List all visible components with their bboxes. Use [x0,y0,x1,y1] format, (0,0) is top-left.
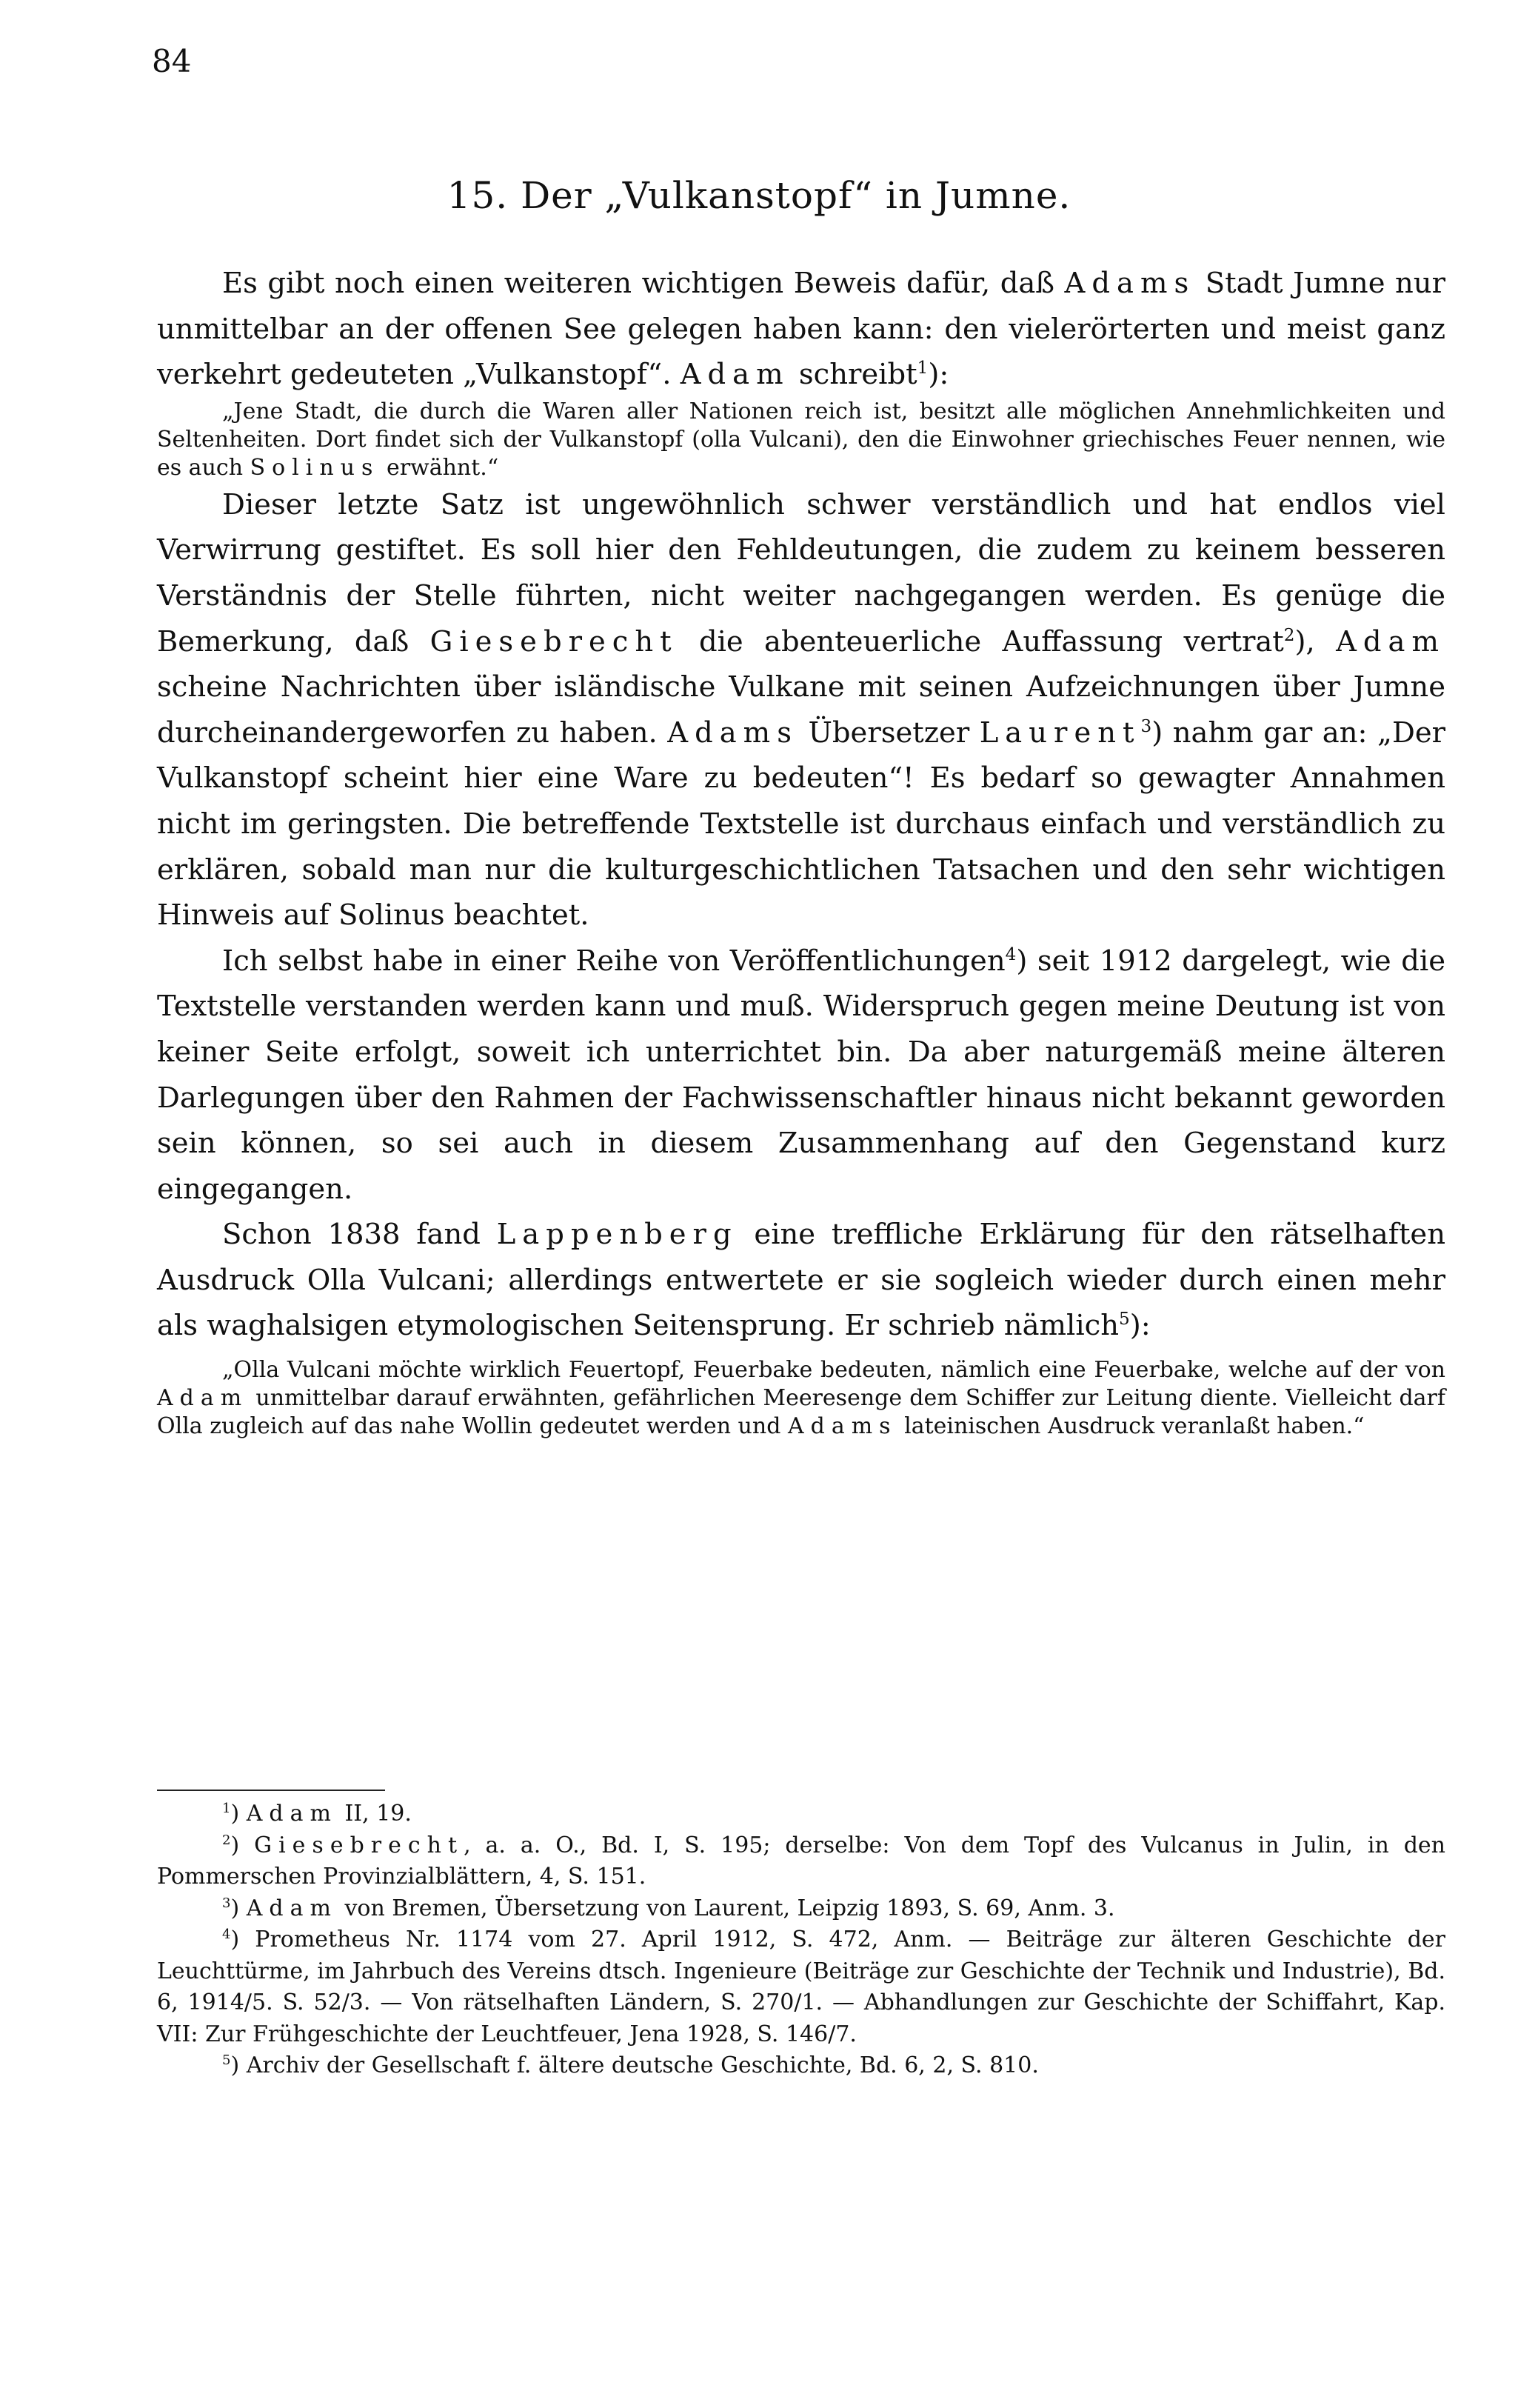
footnote-mark: 5 [222,2052,231,2068]
footnote-ref: 4 [1005,944,1017,964]
footnotes [157,1798,1445,2082]
text-run: ) seit 1912 dargelegt, wie die Textstelle verstanden werden kann und muß. Widerspruch gegen meine Deutung ist von keiner Seite erfolgt, soweit ich unterrichtet bin. Da aber naturgemäß meine älteren Darlegungen über den Rahmen der Fachwissenschaftler hinaus nicht bekannt geworden sein können, so sei auch in diesem Zusammenhang auf den Gegenstand kurz eingegangen. [157,944,1445,1206]
author-name: Adam [246,1801,338,1827]
block-quote [157,1356,1445,1441]
text-run: Übersetzer [798,716,980,750]
footnote-mark: 2 [222,1832,231,1848]
author-name: Adam [1336,624,1445,658]
text-run: eine treffliche Erklärung für den rätselhaften Ausdruck Olla Vulcani; allerdings entwertete er sie sogleich wieder durch einen mehr als waghalsigen etymologischen Seitensprung. Er schrieb nämlich [157,1218,1446,1343]
author-name: Adam [246,1895,338,1921]
author-name: Giesebrecht [429,624,678,658]
text-run: Stadt Jumne nur unmittelbar an der offenen See gelegen haben kann: den vielerörterten und meist ganz verkehrt gedeuteten „Vulkanstopf“. [157,267,1445,392]
footnote [157,1798,1445,1830]
author-name: Adam [680,358,790,392]
page-number: 84 [152,43,192,79]
text-run: ) [230,1832,255,1858]
text-run: ) [230,1801,247,1827]
text-run: Es gibt noch einen weiteren wichtigen Beweis dafür, daß [222,267,1065,300]
paragraph [157,1212,1445,1349]
footnote-mark: 3 [222,1895,231,1911]
block-quote [157,398,1445,482]
footnote [157,2050,1445,2082]
text-run: „Jene Stadt, die durch die Waren aller Nationen reich ist, besitzt alle möglichen Annehmlichkeiten und Seltenheiten. Dort findet sich der Vulkanstopf (olla Vulcani), den die Einwohner griechisches Feuer nennen, wie es auch [157,398,1445,481]
text-run: scheine Nachrichten über isländische Vulkane mit seinen Aufzeichnungen über Jumne durcheinandergeworfen zu haben. [157,670,1445,750]
section-heading: 15. Der „Vulkanstopf“ in Jumne. [447,174,1071,217]
text-run: Ich selbst habe in einer Reihe von Veröffentlichungen [222,944,1006,978]
text-run: lateinischen Ausdruck veranlaßt haben.“ [897,1413,1365,1440]
text-run: ) Prometheus Nr. 1174 vom 27. April 1912, S. 472, Anm. — Beiträge zur älteren Geschichte der Leuchttürme, im Jahrbuch des Vereins dtsch. Ingenieure (Beiträge zur Geschichte der Technik und Industrie), Bd. 6, 1914/5. S. 52/3. — Von rätselhaften Ländern, S. 270/1. — Abhandlungen zur Geschichte der Schiffahrt, Kap. VII: Zur Frühgeschichte der Leuchtfeuer, Jena 1928, S. 146/7. [157,1927,1445,2047]
footnote-ref: 1 [917,358,929,378]
author-name: Adams [1064,267,1196,300]
text-run: „Olla Vulcani möchte wirklich Feuertopf, Feuerbake bedeuten, nämlich eine Feuerbake, welche auf der von [222,1357,1445,1384]
text-run: erwähnt.“ [379,454,499,481]
paragraph [157,938,1445,1213]
text-run: ) [230,1895,247,1921]
text-run: schreibt [789,358,917,392]
author-name: Giesebrecht [254,1832,464,1858]
author-name: Adam [157,1385,249,1412]
footnote [157,1893,1445,1925]
footnote-ref: 5 [1119,1310,1130,1330]
footnote-ref: 2 [1283,625,1295,645]
footnote-mark: 1 [222,1801,231,1816]
author-name: Laurent [979,716,1141,750]
paragraph [157,261,1445,398]
text-run: ), [1294,624,1337,658]
text-run: die abenteuerliche Auffassung vertrat [678,624,1284,658]
paragraph [157,482,1445,938]
footnote-mark: 4 [222,1927,231,1942]
footnote-ref: 3 [1140,716,1152,736]
text-run: , a. a. O., Bd. I, S. 195; derselbe: Von dem Topf des Vulcanus in Julin, in den Pommerschen Provinzialblättern, 4, S. 151. [157,1832,1445,1890]
text-run: Dieser letzte Satz ist ungewöhnlich schwer verständlich und hat endlos viel Verwirrung gestiftet. Es soll hier den Fehldeutungen, die zudem zu keinem besseren Verständnis der Stelle führten, nicht weiter nachgegangen werden. Es genüge die Bemerkung, daß [157,487,1445,658]
body-text [157,261,1445,1455]
footnote-divider [157,1790,385,1791]
text-run: unmittelbar darauf erwähnten, gefährlichen Meeresenge dem Schiffer zur Leitung diente. Vielleicht darf Olla zugleich auf das nahe Wollin gedeutet werden und [157,1385,1445,1440]
text-run: ) Archiv der Gesellschaft f. ältere deutsche Geschichte, Bd. 6, 2, S. 810. [230,2052,1039,2078]
text-run: von Bremen, Übersetzung von Laurent, Leipzig 1893, S. 69, Anm. 3. [337,1895,1115,1921]
text-run: ) nahm gar an: „Der Vulkanstopf scheint hier eine Ware zu bedeuten“! Es bedarf so gewagter Annahmen nicht im geringsten. Die betreffende Textstelle ist durchaus einfach und verständlich zu erklären, sobald man nur die kulturgeschichtlichen Tatsachen und den sehr wichtigen Hinweis auf Solinus beachtet. [157,716,1446,933]
author-name: Adams [787,1413,897,1440]
text-run: Schon 1838 fand [222,1218,497,1252]
author-name: Lappenberg [496,1218,738,1252]
footnote [157,1830,1445,1893]
footnote [157,1924,1445,2050]
text-run: ): [928,358,949,392]
author-name: Solinus [250,454,380,481]
text-run: ): [1129,1309,1151,1343]
author-name: Adams [667,716,798,750]
text-run: II, 19. [337,1801,412,1827]
